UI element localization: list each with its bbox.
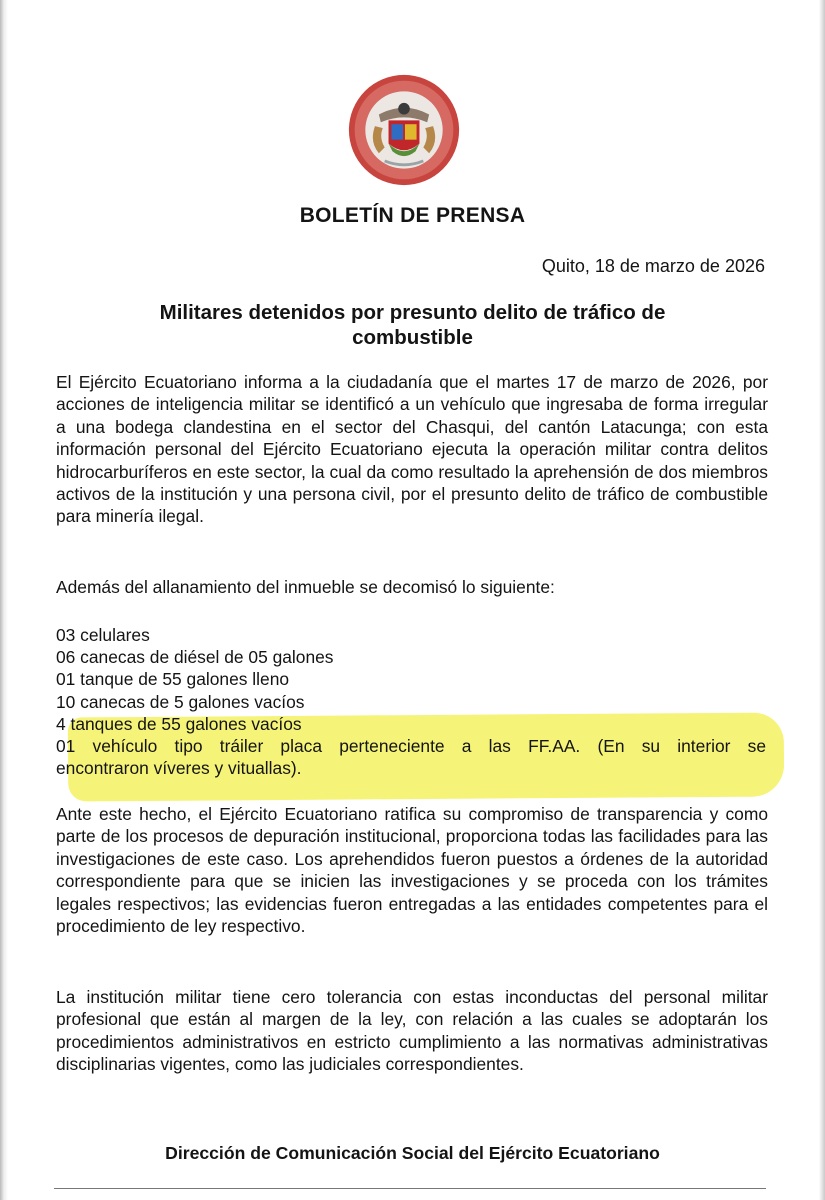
paragraph-commitment: Ante este hecho, el Ejército Ecuatoriano ratifica su compromiso de transparencia y como parte de los procesos de depuración institucional, proporciona todas las facilidades para las investigaciones de este caso. Los aprehendidos fueron puestos a órdenes de la autoridad correspondiente para que se inicien las investigaciones y se proceda con los trámites legales respectivos; las evidencias fueron entregadas a las entidades competentes para el procedimiento de ley respectivo. [56,804,768,937]
bulletin-title: BOLETÍN DE PRENSA [299,204,526,227]
paragraph-zero-tolerance: La institución militar tiene cero tolerancia con estas inconductas del personal militar profesional que están al margen de la ley, con relación a las cuales se adoptarán los procedimientos administrativos en estricto cumplimiento a las normativas administrativas disciplinarias vigentes, como las judiciales correspondientes. [56,987,768,1075]
list-item: 4 tanques de 55 galones vacíos [56,713,302,734]
footer-divider [54,1188,766,1189]
footer-signature: Dirección de Comunicación Social del Ejército Ecuatoriano [165,1143,660,1163]
seized-intro: Además del allanamiento del inmueble se decomisó lo siguiente: [56,577,555,597]
headline [80,300,745,350]
date-line: Quito, 18 de marzo de 2026 [541,256,765,276]
headline-line-2: combustible [352,326,473,349]
page-edge-shadow-left [0,0,8,1200]
paragraph-intro: El Ejército Ecuatoriano informa a la ciudadanía que el martes 17 de marzo de 2026, por acciones de inteligencia militar se identificó a un vehículo que ingresaba de forma irregular a una bodega clandestina en el sector del Chasqui, del cantón Latacunga; con esta información personal del Ejército Ecuatoriano ejecuta la operación militar contra delitos hidrocarburíferos en este sector, la cual da como resultado la aprehensión de dos miembros activos de la institución y una persona civil, por el presunto delito de tráfico de combustible para minería ilegal. [56,372,768,527]
army-seal-icon [346,72,462,188]
list-item: 10 canecas de 5 galones vacíos [56,691,305,712]
seized-items-list [56,624,776,779]
headline-line-1: Militares detenidos por presunto delito de tráfico de [159,301,666,324]
list-item: 06 canecas de diésel de 05 galones [56,647,334,668]
page-edge-shadow-right [819,0,825,1200]
list-item: 01 tanque de 55 galones lleno [56,669,290,690]
list-item: encontraron víveres y vituallas). [56,758,302,779]
list-item: 03 celulares [56,625,150,645]
list-item: 01 vehículo tipo tráiler placa perteneciente a las FF.AA. (En su interior se [56,736,766,757]
